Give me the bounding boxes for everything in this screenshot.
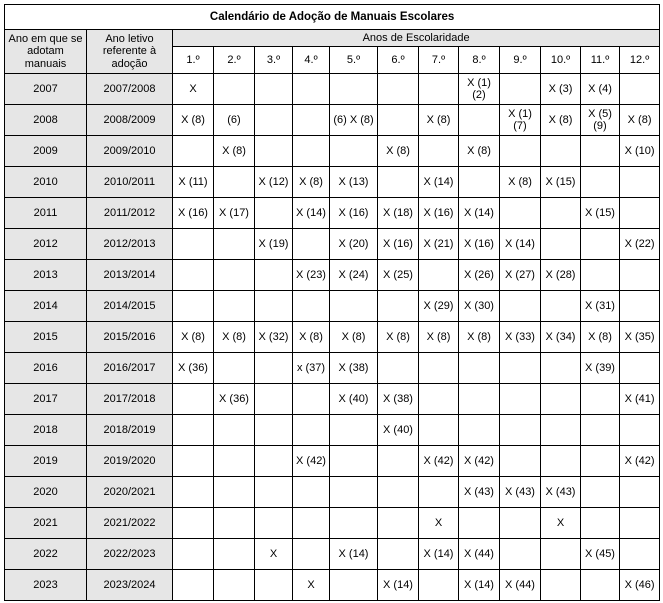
grade-mark-cell: X (46) <box>620 570 660 601</box>
grade-mark-cell <box>255 105 293 136</box>
grade-mark-cell: X (1) (7) <box>500 105 541 136</box>
grade-mark-cell: X (12) <box>255 167 293 198</box>
table-row <box>5 446 660 477</box>
grade-mark-cell <box>173 260 214 291</box>
grade-mark-cell <box>255 74 293 105</box>
grade-mark-cell <box>173 508 214 539</box>
header-grade: 5.º <box>330 47 378 74</box>
grade-mark-cell: X (23) <box>293 260 330 291</box>
grade-mark-cell: X (15) <box>541 167 581 198</box>
grade-mark-cell <box>541 136 581 167</box>
grade-mark-cell: X (40) <box>378 415 419 446</box>
grade-mark-cell <box>378 539 419 570</box>
grade-mark-cell: X (30) <box>459 291 500 322</box>
grade-mark-cell: X (20) <box>330 229 378 260</box>
grade-mark-cell <box>214 74 255 105</box>
adoption-year-cell: 2009 <box>5 136 87 167</box>
grade-mark-cell: X (38) <box>330 353 378 384</box>
grade-mark-cell: X (8) <box>378 322 419 353</box>
grade-mark-cell: X (39) <box>581 353 620 384</box>
table-row <box>5 74 660 105</box>
grade-mark-cell: X (22) <box>620 229 660 260</box>
grade-mark-cell <box>378 105 419 136</box>
grade-mark-cell: X (42) <box>620 446 660 477</box>
grade-mark-cell <box>419 260 459 291</box>
adoption-year-cell: 2016 <box>5 353 87 384</box>
grade-mark-cell: X (21) <box>419 229 459 260</box>
adoption-year-cell: 2017 <box>5 384 87 415</box>
grade-mark-cell <box>541 570 581 601</box>
grade-mark-cell <box>330 446 378 477</box>
grade-mark-cell <box>293 415 330 446</box>
grade-mark-cell <box>173 291 214 322</box>
grade-mark-cell: X (14) <box>459 570 500 601</box>
grade-mark-cell: X (8) <box>293 167 330 198</box>
grade-mark-cell <box>620 260 660 291</box>
grade-mark-cell: X (8) <box>378 136 419 167</box>
adoption-year-cell: 2010 <box>5 167 87 198</box>
table-row <box>5 136 660 167</box>
adoption-year-cell: 2023 <box>5 570 87 601</box>
adoption-year-cell: 2007 <box>5 74 87 105</box>
school-year-cell: 2023/2024 <box>87 570 173 601</box>
table-row <box>5 322 660 353</box>
grade-mark-cell <box>459 167 500 198</box>
grade-mark-cell: X (10) <box>620 136 660 167</box>
grade-mark-cell <box>255 291 293 322</box>
grade-mark-cell <box>293 508 330 539</box>
grade-mark-cell <box>378 508 419 539</box>
grade-mark-cell <box>581 570 620 601</box>
grade-mark-cell <box>330 415 378 446</box>
school-year-cell: 2008/2009 <box>87 105 173 136</box>
grade-mark-cell <box>620 508 660 539</box>
grade-mark-cell: (6) <box>214 105 255 136</box>
grade-mark-cell <box>620 198 660 229</box>
grade-mark-cell <box>378 446 419 477</box>
grade-mark-cell: X <box>255 539 293 570</box>
grade-mark-cell <box>255 198 293 229</box>
grade-mark-cell: X (14) <box>500 229 541 260</box>
grade-mark-cell <box>293 384 330 415</box>
grade-mark-cell: X (14) <box>378 570 419 601</box>
grade-mark-cell <box>459 508 500 539</box>
grade-mark-cell <box>419 136 459 167</box>
grade-mark-cell: X (28) <box>541 260 581 291</box>
school-year-cell: 2015/2016 <box>87 322 173 353</box>
grade-mark-cell <box>378 167 419 198</box>
school-year-cell: 2013/2014 <box>87 260 173 291</box>
table-row <box>5 508 660 539</box>
grade-mark-cell: X (8) <box>459 322 500 353</box>
grade-mark-cell: X (34) <box>541 322 581 353</box>
grade-mark-cell <box>541 353 581 384</box>
table-row <box>5 291 660 322</box>
grade-mark-cell: X (4) <box>581 74 620 105</box>
grade-mark-cell: X (18) <box>378 198 419 229</box>
school-year-cell: 2021/2022 <box>87 508 173 539</box>
grade-mark-cell <box>214 446 255 477</box>
grade-mark-cell: X (8) <box>173 105 214 136</box>
grade-mark-cell: X (14) <box>419 167 459 198</box>
grade-mark-cell: X <box>419 508 459 539</box>
grade-mark-cell <box>541 229 581 260</box>
header-grade: 9.º <box>500 47 541 74</box>
grade-mark-cell <box>500 415 541 446</box>
header-grade: 12.º <box>620 47 660 74</box>
adoption-year-cell: 2022 <box>5 539 87 570</box>
grade-mark-cell: X (43) <box>459 477 500 508</box>
grade-mark-cell <box>214 167 255 198</box>
grade-mark-cell: X <box>293 570 330 601</box>
grade-mark-cell: X (41) <box>620 384 660 415</box>
grade-mark-cell <box>214 415 255 446</box>
table-row <box>5 539 660 570</box>
header-grade: 3.º <box>255 47 293 74</box>
adoption-year-cell: 2015 <box>5 322 87 353</box>
grade-mark-cell <box>581 508 620 539</box>
grade-mark-cell: X (14) <box>459 198 500 229</box>
grade-mark-cell <box>500 198 541 229</box>
grade-mark-cell: X (25) <box>378 260 419 291</box>
grade-mark-cell: X <box>541 508 581 539</box>
grade-mark-cell: X (45) <box>581 539 620 570</box>
grade-mark-cell <box>173 570 214 601</box>
grade-mark-cell: X (8) <box>330 322 378 353</box>
grade-mark-cell: X (13) <box>330 167 378 198</box>
grade-mark-cell: X (16) <box>173 198 214 229</box>
school-year-cell: 2020/2021 <box>87 477 173 508</box>
grade-mark-cell <box>581 415 620 446</box>
grade-mark-cell <box>459 384 500 415</box>
grade-mark-cell: X (14) <box>330 539 378 570</box>
calendar-document <box>4 4 660 601</box>
grade-mark-cell: X (8) <box>214 136 255 167</box>
grade-mark-cell <box>541 446 581 477</box>
table-row <box>5 384 660 415</box>
grade-mark-cell: X (14) <box>293 198 330 229</box>
grade-mark-cell <box>581 229 620 260</box>
grade-mark-cell: X (31) <box>581 291 620 322</box>
header-grade: 11.º <box>581 47 620 74</box>
school-year-cell: 2012/2013 <box>87 229 173 260</box>
grade-mark-cell <box>293 291 330 322</box>
grade-mark-cell <box>500 539 541 570</box>
school-year-cell: 2016/2017 <box>87 353 173 384</box>
grade-mark-cell <box>459 415 500 446</box>
grade-mark-cell: X (42) <box>459 446 500 477</box>
grade-mark-cell: X (5) (9) <box>581 105 620 136</box>
grade-mark-cell: X (26) <box>459 260 500 291</box>
grade-mark-cell <box>214 570 255 601</box>
grade-mark-cell: X (24) <box>330 260 378 291</box>
adoption-year-cell: 2018 <box>5 415 87 446</box>
grade-mark-cell: X (16) <box>419 198 459 229</box>
header-grade: 4.º <box>293 47 330 74</box>
grade-mark-cell: X (3) <box>541 74 581 105</box>
school-year-cell: 2019/2020 <box>87 446 173 477</box>
grade-mark-cell <box>419 477 459 508</box>
grade-mark-cell: X (44) <box>500 570 541 601</box>
school-year-cell: 2018/2019 <box>87 415 173 446</box>
grade-mark-cell <box>173 477 214 508</box>
grade-mark-cell <box>173 415 214 446</box>
table-title: Calendário de Adoção de Manuais Escolares <box>5 5 660 30</box>
grade-mark-cell <box>500 291 541 322</box>
grade-mark-cell <box>419 415 459 446</box>
header-grade: 7.º <box>419 47 459 74</box>
grade-mark-cell <box>500 353 541 384</box>
grade-mark-cell <box>255 353 293 384</box>
grade-mark-cell: X (29) <box>419 291 459 322</box>
grade-mark-cell <box>500 136 541 167</box>
adoption-year-cell: 2008 <box>5 105 87 136</box>
table-row <box>5 415 660 446</box>
school-year-cell: 2007/2008 <box>87 74 173 105</box>
grade-mark-cell: X (42) <box>293 446 330 477</box>
grade-mark-cell <box>581 446 620 477</box>
table-row <box>5 167 660 198</box>
grade-mark-cell <box>419 384 459 415</box>
table-row <box>5 477 660 508</box>
adoption-year-cell: 2012 <box>5 229 87 260</box>
table-row <box>5 229 660 260</box>
grade-mark-cell: X (15) <box>581 198 620 229</box>
adoption-year-cell: 2014 <box>5 291 87 322</box>
grade-mark-cell <box>541 291 581 322</box>
grade-mark-cell <box>330 291 378 322</box>
header-ano-letivo: Ano letivo referente à adoção <box>87 30 173 74</box>
grade-mark-cell <box>500 74 541 105</box>
grade-mark-cell <box>378 74 419 105</box>
header-grade: 10.º <box>541 47 581 74</box>
grade-mark-cell <box>541 539 581 570</box>
grade-mark-cell <box>581 260 620 291</box>
grade-mark-cell <box>500 446 541 477</box>
grade-mark-cell <box>214 539 255 570</box>
grade-mark-cell <box>581 136 620 167</box>
grade-mark-cell: X <box>173 74 214 105</box>
grade-mark-cell <box>173 446 214 477</box>
grade-mark-cell <box>293 229 330 260</box>
grade-mark-cell <box>330 508 378 539</box>
grade-mark-cell: x (37) <box>293 353 330 384</box>
school-year-cell: 2017/2018 <box>87 384 173 415</box>
school-year-cell: 2011/2012 <box>87 198 173 229</box>
grade-mark-cell: X (16) <box>330 198 378 229</box>
table-row <box>5 105 660 136</box>
grade-mark-cell <box>255 260 293 291</box>
header-grade: 8.º <box>459 47 500 74</box>
grade-mark-cell <box>214 477 255 508</box>
grade-mark-cell <box>419 74 459 105</box>
grade-mark-cell <box>293 477 330 508</box>
grade-mark-cell: X (36) <box>214 384 255 415</box>
grade-mark-cell <box>541 415 581 446</box>
adoption-year-cell: 2020 <box>5 477 87 508</box>
grade-mark-cell <box>330 136 378 167</box>
grade-mark-cell <box>255 570 293 601</box>
header-grade: 1.º <box>173 47 214 74</box>
grade-mark-cell: X (35) <box>620 322 660 353</box>
grade-mark-cell <box>620 353 660 384</box>
grade-mark-cell <box>620 415 660 446</box>
table-row <box>5 570 660 601</box>
grade-mark-cell <box>293 136 330 167</box>
grade-mark-cell <box>255 477 293 508</box>
table-row <box>5 198 660 229</box>
grade-mark-cell <box>255 384 293 415</box>
grade-mark-cell: X (19) <box>255 229 293 260</box>
grade-mark-cell <box>255 508 293 539</box>
grade-mark-cell <box>255 446 293 477</box>
grade-mark-cell <box>173 136 214 167</box>
adoption-year-cell: 2021 <box>5 508 87 539</box>
grade-mark-cell: (6) X (8) <box>330 105 378 136</box>
grade-mark-cell <box>214 291 255 322</box>
adoption-year-cell: 2011 <box>5 198 87 229</box>
grade-mark-cell <box>173 229 214 260</box>
grade-mark-cell: X (27) <box>500 260 541 291</box>
school-year-cell: 2014/2015 <box>87 291 173 322</box>
grade-mark-cell <box>500 508 541 539</box>
grade-mark-cell: X (33) <box>500 322 541 353</box>
grade-mark-cell <box>541 384 581 415</box>
grade-mark-cell <box>581 477 620 508</box>
grade-mark-cell <box>581 384 620 415</box>
grade-mark-cell <box>419 570 459 601</box>
school-year-cell: 2022/2023 <box>87 539 173 570</box>
grade-mark-cell: X (8) <box>541 105 581 136</box>
grade-mark-cell: X (43) <box>500 477 541 508</box>
header-ano-adocao: Ano em que se adotam manuais <box>5 30 87 74</box>
grade-mark-cell: X (8) <box>419 105 459 136</box>
grade-mark-cell <box>620 539 660 570</box>
grade-mark-cell: X (8) <box>500 167 541 198</box>
grade-mark-cell <box>214 260 255 291</box>
grade-mark-cell <box>620 291 660 322</box>
grade-mark-cell: X (8) <box>173 322 214 353</box>
grade-mark-cell <box>330 570 378 601</box>
grade-mark-cell <box>378 291 419 322</box>
grade-mark-cell <box>459 105 500 136</box>
grade-mark-cell: X (36) <box>173 353 214 384</box>
grade-mark-cell <box>459 353 500 384</box>
grade-mark-cell <box>293 74 330 105</box>
grade-mark-cell: X (44) <box>459 539 500 570</box>
grade-mark-cell <box>581 167 620 198</box>
grade-mark-cell: X (8) <box>620 105 660 136</box>
grade-mark-cell: X (43) <box>541 477 581 508</box>
grade-mark-cell <box>330 477 378 508</box>
grade-mark-cell <box>293 105 330 136</box>
grade-mark-cell: X (8) <box>214 322 255 353</box>
grade-mark-cell <box>214 229 255 260</box>
grade-mark-cell: X (16) <box>378 229 419 260</box>
grade-mark-cell <box>255 415 293 446</box>
header-anos-escolaridade: Anos de Escolaridade <box>173 30 660 47</box>
grade-mark-cell <box>173 384 214 415</box>
grade-mark-cell <box>378 477 419 508</box>
grade-mark-cell <box>620 74 660 105</box>
table-row <box>5 260 660 291</box>
grade-mark-cell <box>255 136 293 167</box>
grade-mark-cell: X (8) <box>459 136 500 167</box>
school-year-cell: 2009/2010 <box>87 136 173 167</box>
grade-mark-cell: X (17) <box>214 198 255 229</box>
grade-mark-cell <box>173 539 214 570</box>
grade-mark-cell <box>378 353 419 384</box>
school-year-cell: 2010/2011 <box>87 167 173 198</box>
grade-mark-cell: X (14) <box>419 539 459 570</box>
grade-mark-cell: X (8) <box>419 322 459 353</box>
grade-mark-cell: X (16) <box>459 229 500 260</box>
grade-mark-cell: X (8) <box>581 322 620 353</box>
grade-mark-cell <box>293 539 330 570</box>
grade-mark-cell: X (8) <box>293 322 330 353</box>
grade-mark-cell <box>330 74 378 105</box>
grade-mark-cell <box>214 508 255 539</box>
grade-mark-cell <box>620 477 660 508</box>
grade-mark-cell: X (32) <box>255 322 293 353</box>
grade-mark-cell: X (11) <box>173 167 214 198</box>
adoption-year-cell: 2013 <box>5 260 87 291</box>
grade-mark-cell <box>419 353 459 384</box>
header-grade: 2.º <box>214 47 255 74</box>
grade-mark-cell: X (40) <box>330 384 378 415</box>
grade-mark-cell: X (38) <box>378 384 419 415</box>
grade-mark-cell <box>214 353 255 384</box>
grade-mark-cell <box>620 167 660 198</box>
grade-mark-cell <box>541 198 581 229</box>
adoption-calendar-table <box>4 4 660 601</box>
adoption-year-cell: 2019 <box>5 446 87 477</box>
header-grade: 6.º <box>378 47 419 74</box>
grade-mark-cell: X (42) <box>419 446 459 477</box>
table-row <box>5 353 660 384</box>
grade-mark-cell <box>500 384 541 415</box>
grade-mark-cell: X (1) (2) <box>459 74 500 105</box>
